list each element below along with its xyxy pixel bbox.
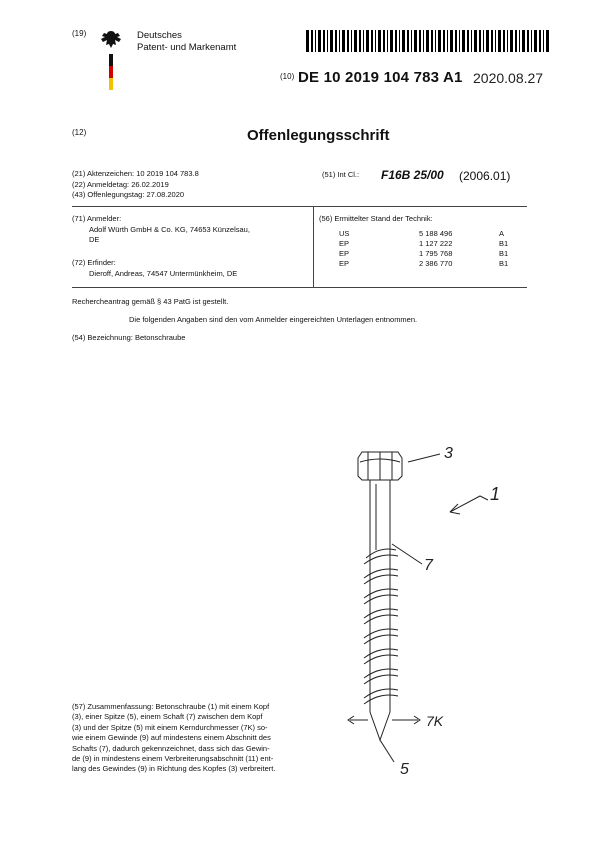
ref-5: 5 [400,761,409,778]
abstract-line: wie einem Gewinde (9) auf mindestens einem Abschnitt des [72,733,271,743]
abstract-line: Schafts (7), dadurch gekennzeichnet, dass sich das Gewin- [72,743,270,753]
int-cl-code: F16B 25/00 [381,168,444,182]
ref-7: 7 [424,557,433,574]
prior-art-number: 1 795 768 [419,249,453,258]
publication-number: DE 10 2019 104 783 A1 [298,69,463,86]
title-of-invention: (54) Bezeichnung: Betonschraube [72,333,186,342]
prior-art-kind: B1 [499,259,509,268]
prior-art-row [339,259,523,269]
document-type-title: Offenlegungsschrift [247,127,390,144]
prior-art-country: EP [339,249,350,258]
prior-art-number: 5 188 496 [419,229,453,238]
divider-bottom [72,287,527,288]
code-19: (19) [72,29,87,38]
code-12: (12) [72,128,87,137]
applicant-block [72,214,250,246]
prior-art-row [339,249,523,259]
abstract [72,702,310,775]
divider-top [72,206,527,207]
prior-art-label: (56) Ermittelter Stand der Technik: [319,214,433,223]
office-line-2: Patent- und Markenamt [137,42,237,53]
screw-figure [330,440,500,780]
office-name [137,30,236,54]
prior-art-kind: B1 [499,249,509,258]
ref-1: 1 [490,484,500,504]
abstract-line: (3) und der Spitze (5) mit einem Kerndurchmesser (7K) so- [72,722,268,732]
inventor-value: Dieroff, Andreas, 74547 Untermünkheim, DE [89,268,238,278]
screw-tip [370,712,390,740]
prior-art-row [339,239,523,249]
anmeldetag: (22) Anmeldetag: 26.02.2019 [72,179,169,189]
ref-7k: 7K [426,713,444,729]
recherche-note: Rechercheantrag gemäß § 43 PatG ist gestellt. [72,297,229,306]
code-10: (10) [280,72,295,81]
inventor-label: (72) Erfinder: [72,258,116,267]
prior-art-country: EP [339,239,350,248]
aktenzeichen: (21) Aktenzeichen: 10 2019 104 783.8 [72,169,199,178]
dpma-eagle-logo [99,28,123,92]
prior-art-number: 2 386 770 [419,259,453,268]
abstract-line: lang des Gewindes (9) in Richtung des Kopfes (3) verbreitert. [72,764,276,774]
int-cl-version: (2006.01) [459,169,511,183]
abstract-line: de (9) in mindestens einem Verbreiterungsabschnitt (11) ent- [72,754,274,764]
abstract-line: (3), einer Spitze (5), einem Schaft (7) zwischen dem Kopf [72,712,263,722]
publication-date: 2020.08.27 [473,70,544,86]
bibliographic-dates [72,169,199,201]
offenlegungstag: (43) Offenlegungstag: 27.08.2020 [72,190,185,199]
abstract-line: (57) Zusammenfassung: Betonschraube (1) mit einem Kopf [72,702,270,711]
inventor-block [72,258,237,279]
divider-vertical [313,207,314,287]
int-cl-label: (51) Int Cl.: [322,170,360,179]
prior-art-country: US [339,229,350,238]
office-line-1: Deutsches [137,30,182,41]
prior-art-country: EP [339,259,350,268]
prior-art-kind: A [499,229,505,238]
prior-art-number: 1 127 222 [419,239,453,248]
barcode [305,30,550,52]
angaben-note: Die folgenden Angaben sind den vom Anmelder eingereichten Unterlagen entnommen. [129,315,418,324]
prior-art-kind: B1 [499,239,509,248]
screw-thread [364,549,398,704]
applicant-line-2: DE [89,235,100,244]
ref-3: 3 [444,445,453,462]
prior-art-table [339,229,523,269]
applicant-line-1: Adolf Würth GmbH & Co. KG, 74653 Künzelsau, [89,224,250,234]
prior-art-row [339,229,523,239]
applicant-label: (71) Anmelder: [72,214,122,223]
